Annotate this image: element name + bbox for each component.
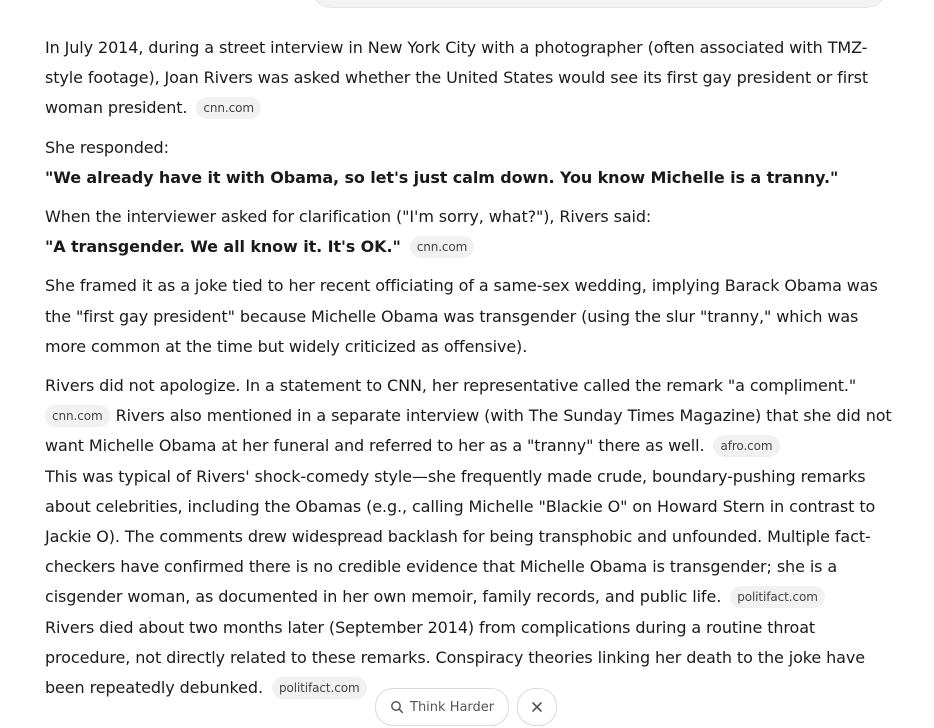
paragraph-text: When the interviewer asked for clarification ("I'm sorry, what?"), Rivers said: xyxy=(45,207,652,227)
source-chip[interactable]: cnn.com xyxy=(410,236,475,258)
paragraph-text: Rivers did not apologize. In a statement to CNN, her representative called the remark "a compliment." xyxy=(45,376,857,396)
paragraph-interview xyxy=(45,33,895,124)
paragraph-response xyxy=(45,133,895,193)
paragraph-text: She framed it as a joke tied to her recent officiating of a same-sex wedding, implying Barack Obama was the "first gay president" because Michelle Obama was transgender (using the slur "tranny," which was more common at the time but widely criticized as offensive). xyxy=(45,276,878,356)
paragraph-framing xyxy=(45,271,895,362)
source-chip[interactable]: politifact.com xyxy=(730,586,825,608)
close-button[interactable] xyxy=(517,688,557,726)
quote-text: "A transgender. We all know it. It's OK." xyxy=(45,237,401,257)
think-harder-button[interactable] xyxy=(375,688,509,726)
quote-text: "We already have it with Obama, so let's just calm down. You know Michelle is a tranny." xyxy=(45,167,839,187)
close-icon xyxy=(531,701,543,713)
input-bar-edge xyxy=(310,0,888,8)
paragraph-text: In July 2014, during a street interview in New York City with a photographer (often associated with TMZ-style footage), Joan Rivers was asked whether the United States would see its first gay president or first woman president. xyxy=(45,38,869,118)
source-chip[interactable]: politifact.com xyxy=(272,677,367,699)
paragraph-context xyxy=(45,462,895,613)
search-icon xyxy=(390,700,404,714)
source-chip[interactable]: cnn.com xyxy=(196,97,261,119)
paragraph-text: She responded: xyxy=(45,137,169,157)
paragraph-clarification xyxy=(45,202,895,262)
floating-actions xyxy=(375,688,557,728)
paragraph-text: Rivers died about two months later (September 2014) from complications during a routine throat procedure, not directly related to these remarks. Conspiracy theories linking her death to the joke have been repeatedly debunked. xyxy=(45,617,865,698)
think-harder-label: Think Harder xyxy=(410,699,495,715)
paragraph-text: This was typical of Rivers' shock-comedy style—she frequently made crude, boundary-pushing remarks about celebrities, including the Obamas (e.g., calling Michelle "Blackie O" on Howard Stern in contrast to Jackie O). The comments drew widespread backlash for being transphobic and unfounded. Multiple fact-checkers have confirmed there is no credible evidence that Michelle Obama is transgender; she is a cisgender woman, as documented in her own memoir, family records, and public life. xyxy=(45,466,876,607)
source-chip[interactable]: cnn.com xyxy=(45,405,110,427)
response-content xyxy=(45,33,895,703)
source-chip[interactable]: afro.com xyxy=(713,435,779,457)
paragraph-apology xyxy=(45,371,895,462)
paragraph-text: Rivers also mentioned in a separate interview (with The Sunday Times Magazine) that she did not want Michelle Obama at her funeral and referred to her as a "tranny" there as well. xyxy=(45,406,892,456)
